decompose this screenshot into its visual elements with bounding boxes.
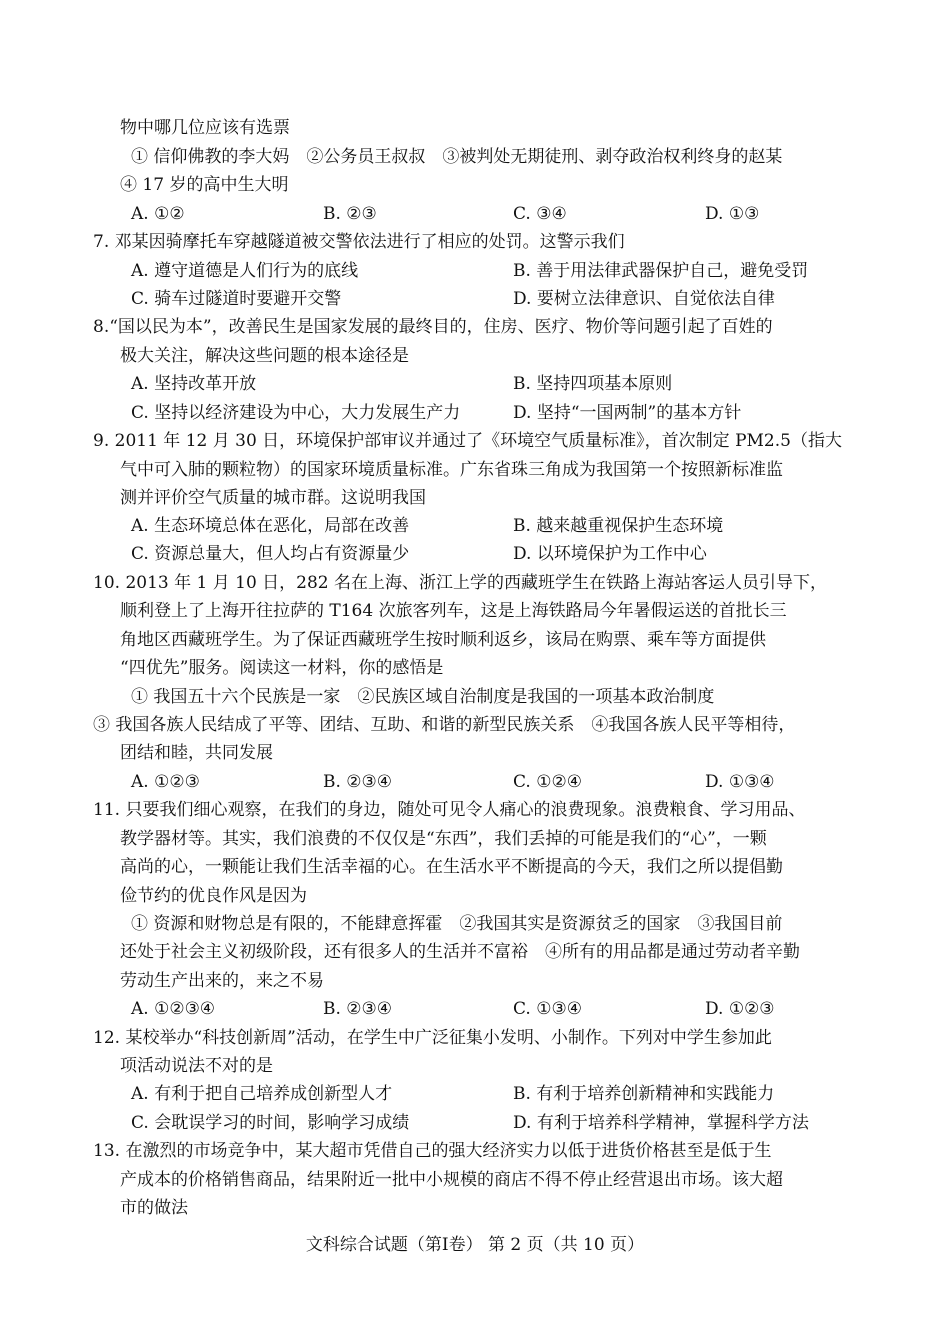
- option-c: C. ③④: [513, 204, 567, 224]
- option-a: A. ①②③: [131, 772, 200, 792]
- option-a: A. 有利于把自己培养成创新型人才: [131, 1084, 393, 1104]
- option-a: A. 遵守道德是人们行为的底线: [131, 261, 359, 281]
- question-stem: 教学器材等。其实，我们浪费的不仅仅是“东西”，我们丢掉的可能是我们的“心”，一颗: [120, 829, 767, 849]
- option-b: B. ②③④: [323, 772, 393, 792]
- option-c: C. ①②④: [513, 772, 582, 792]
- option-d: D. ①③: [705, 204, 760, 224]
- question-stem: 产成本的价格销售商品，结果附近一批中小规模的商店不得不停止经营退出市场。该大超: [120, 1170, 783, 1190]
- question-stem: 高尚的心，一颗能让我们生活幸福的心。在生活水平不断提高的今天，我们之所以提倡勤: [120, 857, 783, 877]
- question-stem: 市的做法: [120, 1198, 188, 1218]
- question-items: ① 信仰佛教的李大妈 ②公务员王叔叔 ③被判处无期徒刑、剥夺政治权利终身的赵某: [131, 147, 783, 167]
- question-items: ① 资源和财物总是有限的，不能肆意挥霍 ②我国其实是资源贫乏的国家 ③我国目前: [131, 914, 783, 934]
- option-c: C. 坚持以经济建设为中心，大力发展生产力: [131, 403, 461, 423]
- question-stem: 气中可入肺的颗粒物）的国家环境质量标准。广东省珠三角成为我国第一个按照新标准监: [120, 460, 783, 480]
- question-stem: 极大关注，解决这些问题的根本途径是: [120, 346, 409, 366]
- question-stem: “四优先”服务。阅读这一材料，你的感悟是: [120, 658, 444, 678]
- question-stem: 项活动说法不对的是: [120, 1056, 273, 1076]
- question-stem: 物中哪几位应该有选票: [120, 118, 290, 138]
- question-items: 团结和睦，共同发展: [120, 743, 273, 763]
- option-d: D. 有利于培养科学精神，掌握科学方法: [513, 1113, 809, 1133]
- option-a: A. 生态环境总体在恶化，局部在改善: [131, 516, 410, 536]
- question-stem: 7. 邓某因骑摩托车穿越隧道被交警依法进行了相应的处罚。这警示我们: [93, 232, 625, 252]
- question-stem: 角地区西藏班学生。为了保证西藏班学生按时顺利返乡，该局在购票、乘车等方面提供: [120, 630, 766, 650]
- option-b: B. 坚持四项基本原则: [513, 374, 673, 394]
- option-b: B. 越来越重视保护生态环境: [513, 516, 724, 536]
- option-d: D. 以环境保护为工作中心: [513, 544, 707, 564]
- option-c: C. 资源总量大，但人均占有资源量少: [131, 544, 410, 564]
- question-stem: 顺利登上了上海开往拉萨的 T164 次旅客列车，这是上海铁路局今年暑假运送的首批长三: [120, 601, 787, 621]
- option-b: B. ②③④: [323, 999, 393, 1019]
- option-a: A. 坚持改革开放: [131, 374, 257, 394]
- option-d: D. 要树立法律意识、自觉依法自律: [513, 289, 775, 309]
- question-stem: 10. 2013 年 1 月 10 日，282 名在上海、浙江上学的西藏班学生在铁路上海站客运人员引导下，: [93, 573, 828, 593]
- question-stem: 测并评价空气质量的城市群。这说明我国: [120, 488, 426, 508]
- question-stem: 8.“国以民为本”，改善民生是国家发展的最终目的，住房、医疗、物价等问题引起了百姓的: [93, 317, 773, 337]
- question-stem: 11. 只要我们细心观察，在我们的身边，随处可见令人痛心的浪费现象。浪费粮食、学习用品、: [93, 800, 806, 820]
- option-a: A. ①②: [131, 204, 185, 224]
- question-stem: 12. 某校举办“科技创新周”活动，在学生中广泛征集小发明、小制作。下列对中学生参加此: [93, 1028, 772, 1048]
- page-footer: 文科综合试题（第Ⅰ卷） 第 2 页（共 10 页）: [305, 1235, 645, 1255]
- option-b: B. 善于用法律武器保护自己，避免受罚: [513, 261, 809, 281]
- option-a: A. ①②③④: [131, 999, 216, 1019]
- option-b: B. ②③: [323, 204, 377, 224]
- option-d: D. ①②③: [705, 999, 775, 1019]
- option-c: C. 会耽误学习的时间，影响学习成绩: [131, 1113, 410, 1133]
- option-d: D. 坚持“一国两制”的基本方针: [513, 403, 742, 423]
- question-items: 还处于社会主义初级阶段，还有很多人的生活并不富裕 ④所有的用品都是通过劳动者辛勤: [120, 942, 800, 962]
- question-stem: 13. 在激烈的市场竞争中，某大超市凭借自己的强大经济实力以低于进货价格甚至是低于生: [93, 1141, 772, 1161]
- option-c: C. ①③④: [513, 999, 582, 1019]
- question-items: ④ 17 岁的高中生大明: [120, 175, 289, 195]
- option-c: C. 骑车过隧道时要避开交警: [131, 289, 342, 309]
- option-d: D. ①③④: [705, 772, 775, 792]
- question-stem: 9. 2011 年 12 月 30 日，环境保护部审议并通过了《环境空气质量标准》，首次制定 PM2.5（指大: [93, 431, 842, 451]
- question-items: 劳动生产出来的，来之不易: [120, 971, 324, 991]
- question-items: ① 我国五十六个民族是一家 ②民族区域自治制度是我国的一项基本政治制度: [131, 687, 715, 707]
- option-b: B. 有利于培养创新精神和实践能力: [513, 1084, 775, 1104]
- question-stem: 俭节约的优良作风是因为: [120, 886, 307, 906]
- question-items: ③ 我国各族人民结成了平等、团结、互助、和谐的新型民族关系 ④我国各族人民平等相待，: [93, 715, 796, 735]
